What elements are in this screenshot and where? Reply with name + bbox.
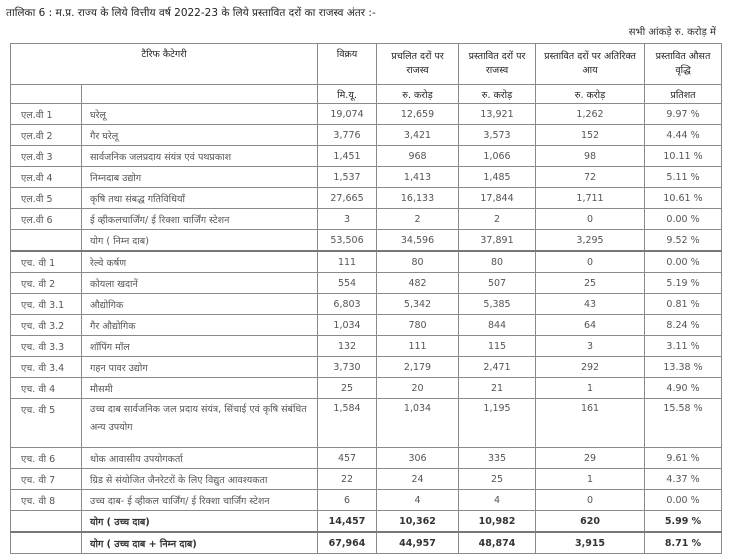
row-code: एच. वी 3.1 [11,294,82,315]
table-title: तालिका 6 : म.प्र. राज्य के लिये वित्तीय वर्ष 2022-23 के लिये प्रस्तावित दरों का राजस्व अंतर :- [6,7,376,19]
row-pct: 0.00 % [645,490,722,511]
row-sales: 19,074 [318,104,377,125]
row-sales: 3,776 [318,125,377,146]
row-code: एच. वी 3.2 [11,315,82,336]
row-name: कृषि तथा संबद्ध गतिविधियाँ [82,188,318,209]
table-row [11,167,722,188]
row-name: योग ( निम्न दाब) [82,230,318,252]
row-name: रेल्वे कर्षण [82,251,318,273]
row-name: गहन पावर उद्योग [82,357,318,378]
row-pct: 9.61 % [645,448,722,469]
row-current: 2 [377,209,459,230]
row-name: गैर औद्योगिक [82,315,318,336]
row-name: घरेलू [82,104,318,125]
revenue-gap-table [10,43,722,554]
row-pct: 8.24 % [645,315,722,336]
row-pct: 4.44 % [645,125,722,146]
row-code: एच. वी 1 [11,251,82,273]
row-additional: 43 [536,294,645,315]
row-additional: 1,262 [536,104,645,125]
table-row [11,490,722,511]
units-empty-code [11,85,82,104]
table-row [11,336,722,357]
row-proposed: 2,471 [459,357,536,378]
row-proposed: 48,874 [459,532,536,554]
row-pct: 15.58 % [645,399,722,448]
row-code: एच. वी 7 [11,469,82,490]
table-row [11,357,722,378]
row-pct: 5.19 % [645,273,722,294]
row-additional: 3 [536,336,645,357]
row-proposed: 5,385 [459,294,536,315]
row-code: एच. वी 3.4 [11,357,82,378]
row-current: 2,179 [377,357,459,378]
row-sales: 457 [318,448,377,469]
row-code: एल.वी 5 [11,188,82,209]
units-note: सभी आंकड़े रु. करोड़ में [628,27,716,38]
row-pct: 4.90 % [645,378,722,399]
row-proposed: 17,844 [459,188,536,209]
row-code: एल.वी 6 [11,209,82,230]
header-sales: विक्रय [318,44,377,85]
row-name: शॉपिंग मॉल [82,336,318,357]
row-additional: 0 [536,251,645,273]
table-row [11,146,722,167]
unit-sales: मि.यू. [318,85,377,104]
header-proposed-revenue: प्रस्तावित दरों पर राजस्व [459,44,536,85]
row-name: योग ( उच्च दाब + निम्न दाब) [82,532,318,554]
row-name: उच्च दाब- ई व्हीकल चार्जिंग/ ई रिक्शा चार्जिंग स्टेशन [82,490,318,511]
row-proposed: 2 [459,209,536,230]
row-sales: 1,034 [318,315,377,336]
row-current: 10,362 [377,511,459,533]
row-current: 34,596 [377,230,459,252]
row-name: उच्च दाब सार्वजनिक जल प्रदाय संयंत्र, सिंचाई एवं कृषि संबंधित अन्य उपयोग [82,399,318,448]
row-current: 1,413 [377,167,459,188]
row-name: गैर घरेलू [82,125,318,146]
row-name: ई व्हीकलचार्जिंग/ ई रिक्शा चार्जिंग स्टेशन [82,209,318,230]
row-name: सार्वजनिक जलप्रदाय संयंत्र एवं पथप्रकाश [82,146,318,167]
row-additional: 0 [536,209,645,230]
row-code [11,532,82,554]
table-row [11,104,722,125]
row-current: 111 [377,336,459,357]
row-proposed: 3,573 [459,125,536,146]
row-additional: 3,915 [536,532,645,554]
row-additional: 98 [536,146,645,167]
row-code: एच. वी 2 [11,273,82,294]
row-code: एच. वी 8 [11,490,82,511]
row-pct: 5.99 % [645,511,722,533]
row-additional: 1 [536,469,645,490]
row-name: मौसमी [82,378,318,399]
row-proposed: 4 [459,490,536,511]
row-current: 780 [377,315,459,336]
row-sales: 53,506 [318,230,377,252]
row-additional: 161 [536,399,645,448]
row-additional: 1,711 [536,188,645,209]
unit-additional-income: रु. करोड़ [536,85,645,104]
row-proposed: 115 [459,336,536,357]
table-row [11,188,722,209]
header-category: टैरिफ कैटेगरी [11,44,318,85]
row-additional: 1 [536,378,645,399]
row-current: 4 [377,490,459,511]
row-current: 482 [377,273,459,294]
row-sales: 111 [318,251,377,273]
row-sales: 1,584 [318,399,377,448]
row-current: 3,421 [377,125,459,146]
row-proposed: 335 [459,448,536,469]
table-row [11,469,722,490]
table-row [11,125,722,146]
row-code: एल.वी 4 [11,167,82,188]
header-row [11,44,722,85]
row-additional: 0 [536,490,645,511]
row-proposed: 80 [459,251,536,273]
row-proposed: 10,982 [459,511,536,533]
table-row [11,315,722,336]
row-sales: 6 [318,490,377,511]
row-pct: 0.81 % [645,294,722,315]
row-sales: 1,537 [318,167,377,188]
row-pct: 3.11 % [645,336,722,357]
row-sales: 25 [318,378,377,399]
row-current: 16,133 [377,188,459,209]
row-name: कोयला खदानें [82,273,318,294]
row-pct: 10.61 % [645,188,722,209]
row-current: 12,659 [377,104,459,125]
row-proposed: 1,066 [459,146,536,167]
row-sales: 22 [318,469,377,490]
row-additional: 152 [536,125,645,146]
header-avg-increase: प्रस्तावित औसत वृद्धि [645,44,722,85]
row-current: 968 [377,146,459,167]
row-pct: 5.11 % [645,167,722,188]
row-additional: 620 [536,511,645,533]
row-proposed: 37,891 [459,230,536,252]
row-proposed: 25 [459,469,536,490]
grand-total-row [11,532,722,554]
header-additional-income: प्रस्तावित दरों पर अतिरिक्त आय [536,44,645,85]
table-row [11,399,722,448]
row-current: 80 [377,251,459,273]
header-current-revenue: प्रचलित दरों पर राजस्व [377,44,459,85]
row-name: थोक आवासीय उपयोगकर्ता [82,448,318,469]
row-additional: 29 [536,448,645,469]
row-code: एच. वी 4 [11,378,82,399]
row-pct: 4.37 % [645,469,722,490]
row-proposed: 844 [459,315,536,336]
row-proposed: 21 [459,378,536,399]
subtotal-row-lv [11,230,722,252]
row-current: 306 [377,448,459,469]
row-code: एच. वी 5 [11,399,82,448]
row-name: योग ( उच्च दाब) [82,511,318,533]
row-pct: 13.38 % [645,357,722,378]
row-current: 20 [377,378,459,399]
row-code: एल.वी 3 [11,146,82,167]
row-pct: 10.11 % [645,146,722,167]
row-additional: 64 [536,315,645,336]
row-code: एल.वी 1 [11,104,82,125]
row-name: औद्योगिक [82,294,318,315]
row-current: 5,342 [377,294,459,315]
row-current: 1,034 [377,399,459,448]
subtotal-row-hv [11,511,722,533]
table-row [11,294,722,315]
row-code [11,511,82,533]
row-additional: 3,295 [536,230,645,252]
unit-avg-increase: प्रतिशत [645,85,722,104]
row-name: निम्नदाब उद्योग [82,167,318,188]
unit-current-revenue: रु. करोड़ [377,85,459,104]
row-code [11,230,82,252]
row-proposed: 1,485 [459,167,536,188]
row-pct: 0.00 % [645,209,722,230]
row-sales: 3 [318,209,377,230]
row-name: ग्रिड से संयोजित जैनरेटरों के लिए विद्युत आवश्यकता [82,469,318,490]
table-row [11,209,722,230]
row-sales: 554 [318,273,377,294]
row-current: 24 [377,469,459,490]
row-sales: 3,730 [318,357,377,378]
row-sales: 6,803 [318,294,377,315]
table-row [11,273,722,294]
row-sales: 1,451 [318,146,377,167]
row-pct: 9.52 % [645,230,722,252]
row-sales: 27,665 [318,188,377,209]
units-row [11,85,722,104]
row-code: एच. वी 6 [11,448,82,469]
row-pct: 8.71 % [645,532,722,554]
row-code: एल.वी 2 [11,125,82,146]
row-additional: 72 [536,167,645,188]
row-current: 44,957 [377,532,459,554]
row-pct: 9.97 % [645,104,722,125]
row-pct: 0.00 % [645,251,722,273]
table-row [11,448,722,469]
row-sales: 14,457 [318,511,377,533]
row-proposed: 507 [459,273,536,294]
row-code: एच. वी 3.3 [11,336,82,357]
table-row [11,251,722,273]
row-additional: 292 [536,357,645,378]
row-sales: 132 [318,336,377,357]
unit-proposed-revenue: रु. करोड़ [459,85,536,104]
row-proposed: 13,921 [459,104,536,125]
units-empty-name [82,85,318,104]
row-proposed: 1,195 [459,399,536,448]
row-sales: 67,964 [318,532,377,554]
table-row [11,378,722,399]
row-additional: 25 [536,273,645,294]
